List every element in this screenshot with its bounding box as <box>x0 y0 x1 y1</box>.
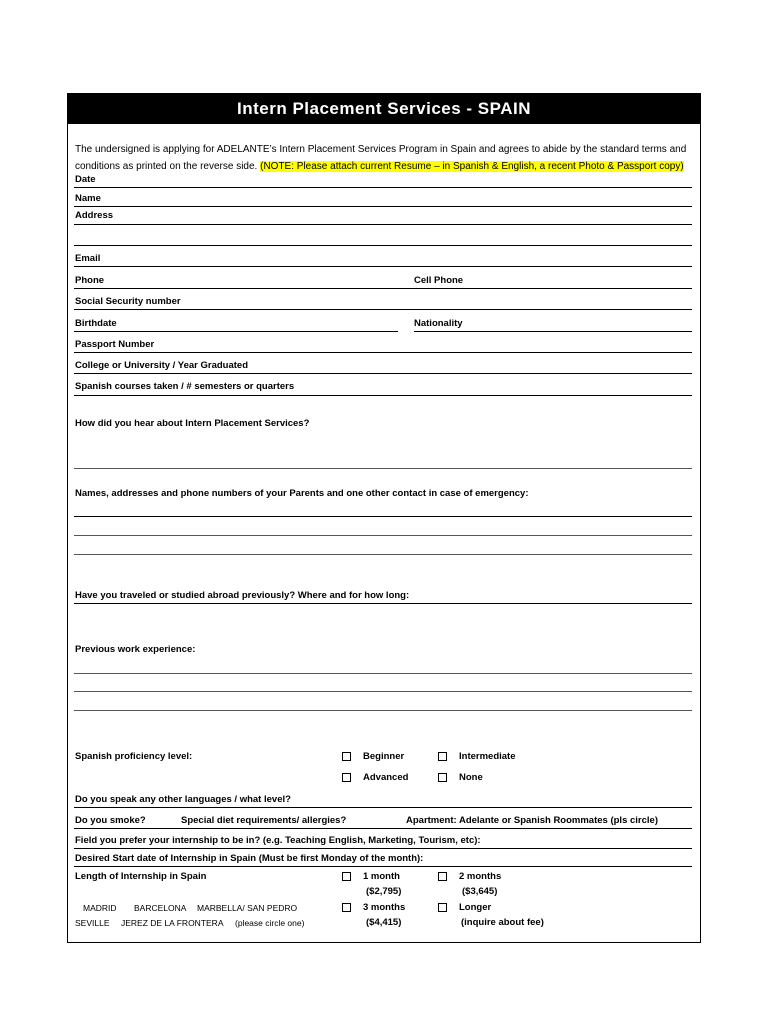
nationality-line[interactable] <box>414 331 692 332</box>
email-label: Email <box>75 253 101 264</box>
hear-about-line[interactable] <box>74 468 692 469</box>
spanish-courses-label: Spanish courses taken / # semesters or quarters <box>75 381 295 392</box>
city-jerez: JEREZ DE LA FRONTERA <box>121 918 224 928</box>
longer-checkbox[interactable] <box>438 903 447 912</box>
apartment-label: Apartment: Adelante or Spanish Roommates (pls circle) <box>406 815 658 826</box>
email-line[interactable] <box>74 266 692 267</box>
longer-label: Longer <box>459 902 492 913</box>
emergency-line-3[interactable] <box>74 554 692 555</box>
two-months-label: 2 months <box>459 871 502 882</box>
two-months-checkbox[interactable] <box>438 872 447 881</box>
smoke-label: Do you smoke? <box>75 815 146 826</box>
none-checkbox[interactable] <box>438 773 447 782</box>
start-date-label: Desired Start date of Internship in Spain (Must be first Monday of the month): <box>75 853 424 864</box>
name-label: Name <box>75 193 101 204</box>
field-pref-label: Field you prefer your internship to be in? (e.g. Teaching English, Marketing, Tourism, etc): <box>75 835 481 846</box>
start-date-line[interactable] <box>74 866 692 867</box>
address-label: Address <box>75 210 114 221</box>
city-barcelona: BARCELONA <box>134 903 187 913</box>
city-madrid: MADRID <box>83 903 117 913</box>
ssn-line[interactable] <box>74 309 692 310</box>
college-label: College or University / Year Graduated <box>75 360 248 371</box>
intro-paragraph <box>75 141 695 175</box>
address-line-2[interactable] <box>74 245 692 246</box>
passport-line[interactable] <box>74 352 692 353</box>
intro-text: The undersigned is applying for ADELANTE’s Intern Placement Services Program in Spain and agrees to abide by the standard terms and conditions as printed on the reverse side. <box>75 144 687 172</box>
date-line[interactable] <box>74 187 692 188</box>
work-experience-label: Previous work experience: <box>75 644 196 655</box>
form-title: Intern Placement Services - SPAIN <box>68 94 700 124</box>
phone-label: Phone <box>75 275 105 286</box>
emergency-label: Names, addresses and phone numbers of your Parents and one other contact in case of emergency: <box>75 488 529 499</box>
field-pref-line[interactable] <box>74 848 692 849</box>
one-month-checkbox[interactable] <box>342 872 351 881</box>
work-experience-line-1[interactable] <box>74 673 692 674</box>
spanish-courses-line[interactable] <box>74 395 692 396</box>
address-line-1[interactable] <box>74 224 692 225</box>
emergency-line-1[interactable] <box>74 516 692 517</box>
intermediate-checkbox[interactable] <box>438 752 447 761</box>
work-experience-line-2[interactable] <box>74 691 692 692</box>
one-month-price: ($2,795) <box>366 886 402 897</box>
length-label: Length of Internship in Spain <box>75 871 207 882</box>
nationality-label: Nationality <box>414 318 463 329</box>
passport-label: Passport Number <box>75 339 155 350</box>
intermediate-label: Intermediate <box>459 751 516 762</box>
ssn-label: Social Security number <box>75 296 181 307</box>
beginner-label: Beginner <box>363 751 405 762</box>
advanced-label: Advanced <box>363 772 409 783</box>
birthdate-line[interactable] <box>74 331 398 332</box>
diet-label: Special diet requirements/ allergies? <box>181 815 347 826</box>
city-seville: SEVILLE <box>75 918 110 928</box>
advanced-checkbox[interactable] <box>342 773 351 782</box>
work-experience-line-3[interactable] <box>74 710 692 711</box>
none-label: None <box>459 772 483 783</box>
smoke-line[interactable] <box>74 828 692 829</box>
proficiency-label: Spanish proficiency level: <box>75 751 193 762</box>
three-months-label: 3 months <box>363 902 406 913</box>
phone-line[interactable] <box>74 288 692 289</box>
traveled-label: Have you traveled or studied abroad previously? Where and for how long: <box>75 590 410 601</box>
longer-note: (inquire about fee) <box>461 917 544 928</box>
birthdate-label: Birthdate <box>75 318 117 329</box>
one-month-label: 1 month <box>363 871 400 882</box>
cell-phone-label: Cell Phone <box>414 275 464 286</box>
emergency-line-2[interactable] <box>74 535 692 536</box>
other-languages-line[interactable] <box>74 807 692 808</box>
hear-about-label: How did you hear about Intern Placement Services? <box>75 418 310 429</box>
circle-note: (please circle one) <box>235 918 305 928</box>
city-marbella: MARBELLA/ SAN PEDRO <box>197 903 298 913</box>
traveled-line[interactable] <box>74 603 692 604</box>
three-months-checkbox[interactable] <box>342 903 351 912</box>
other-languages-label: Do you speak any other languages / what level? <box>75 794 291 805</box>
college-line[interactable] <box>74 373 692 374</box>
intro-note: (NOTE: Please attach current Resume – in Spanish & English, a recent Photo & Passport copy) <box>260 161 684 172</box>
two-months-price: ($3,645) <box>462 886 498 897</box>
name-line[interactable] <box>74 206 692 207</box>
three-months-price: ($4,415) <box>366 917 402 928</box>
beginner-checkbox[interactable] <box>342 752 351 761</box>
date-label: Date <box>75 174 96 185</box>
